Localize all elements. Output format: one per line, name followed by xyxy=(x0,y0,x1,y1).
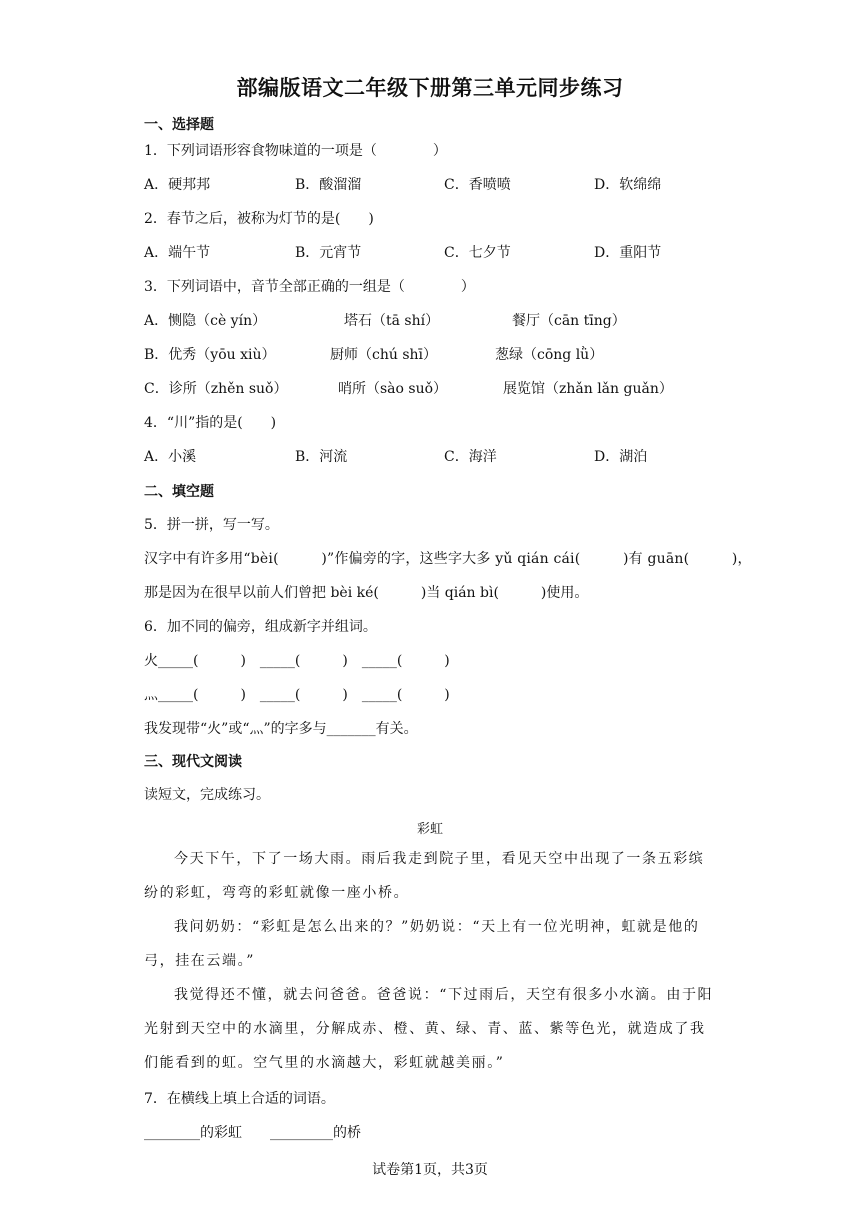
q4-option-b: B．河流 xyxy=(295,449,348,465)
reading-intro: 读短文，完成练习。 xyxy=(144,787,270,803)
question-5-line-2: 那是因为在很早以前人们曾把 bèi ké( )当 qián bì( )使用。 xyxy=(144,585,589,601)
question-7-stem: 7．在横线上填上合适的词语。 xyxy=(144,1091,335,1107)
question-1-stem: 1．下列词语形容食物味道的一项是（ ） xyxy=(144,143,447,159)
q3-option-c-2: 哨所（sào suǒ） xyxy=(338,381,448,397)
q4-option-a: A．小溪 xyxy=(144,449,197,465)
passage-title: 彩虹 xyxy=(416,822,443,837)
q3-option-b-2: 厨师（chú shī） xyxy=(330,347,438,363)
question-6-row-fire: 火_____( ) _____( ) _____( ) xyxy=(144,653,450,669)
question-6-summary: 我发现带“火”或“灬”的字多与_______有关。 xyxy=(144,721,418,737)
passage-paragraph-1: 今天下午，下了一场大雨。雨后我走到院子里，看见天空中出现了一条五彩缤纷的彩虹，弯弯的彩虹就像一座小桥。 xyxy=(144,851,705,901)
q3-option-b-3: 葱绿（cōng lǜ） xyxy=(495,347,604,363)
q3-option-c-3: 展览馆（zhǎn lǎn guǎn） xyxy=(503,381,673,397)
section-reading-heading: 三、现代文阅读 xyxy=(144,754,242,770)
q2-option-d: D．重阳节 xyxy=(594,245,662,261)
q4-option-c: C．海洋 xyxy=(444,449,497,465)
q4-option-d: D．湖泊 xyxy=(594,449,648,465)
q3-option-a-1: A．恻隐（cè yín） xyxy=(144,313,267,329)
q2-option-a: A．端午节 xyxy=(144,245,211,261)
q2-option-b: B．元宵节 xyxy=(295,245,362,261)
q3-option-a-2: 塔石（tā shí） xyxy=(344,313,440,329)
question-7-answer-line: ________的彩虹 _________的桥 xyxy=(144,1125,361,1141)
section-choice-heading: 一、选择题 xyxy=(144,117,214,133)
q1-option-d: D．软绵绵 xyxy=(594,177,662,193)
q3-option-c-1: C．诊所（zhěn suǒ） xyxy=(144,381,288,397)
q1-option-b: B．酸溜溜 xyxy=(295,177,362,193)
page-footer: 试卷第1页，共3页 xyxy=(372,1162,488,1178)
question-3-stem: 3．下列词语中，音节全部正确的一组是（ ） xyxy=(144,279,475,295)
section-fill-heading: 二、填空题 xyxy=(144,484,214,500)
q2-option-c: C．七夕节 xyxy=(444,245,511,261)
q3-option-a-3: 餐厅（cān tīng） xyxy=(512,313,626,329)
question-6-stem: 6．加不同的偏旁，组成新字并组词。 xyxy=(144,619,377,635)
passage-paragraph-3: 我觉得还不懂，就去问爸爸。爸爸说：“下过雨后，天空有很多小水滴。由于阳光射到天空中的水滴里，分解成赤、橙、黄、绿、青、蓝、紫等色光，就造成了我们能看到的虹。空气里的水滴越大，彩虹就越美丽。” xyxy=(144,987,714,1071)
question-6-row-dots: 灬_____( ) _____( ) _____( ) xyxy=(144,687,450,703)
q1-option-c: C．香喷喷 xyxy=(444,177,511,193)
q1-option-a: A．硬邦邦 xyxy=(144,177,211,193)
passage-paragraph-2: 我问奶奶：“彩虹是怎么出来的？”奶奶说：“天上有一位光明神，虹就是他的弓，挂在云端。” xyxy=(144,919,700,969)
question-5-line-1: 汉字中有许多用“bèi( )”作偏旁的字，这些字大多 yǔ qián cái( )有 guān( )， xyxy=(144,551,752,567)
question-5-stem: 5．拼一拼，写一写。 xyxy=(144,517,279,533)
question-4-stem: 4．“川”指的是( ) xyxy=(144,415,277,431)
question-2-stem: 2．春节之后，被称为灯节的是( ) xyxy=(144,211,374,227)
q3-option-b-1: B．优秀（yōu xiù） xyxy=(144,347,276,363)
page-title: 部编版语文二年级下册第三单元同步练习 xyxy=(236,76,624,100)
